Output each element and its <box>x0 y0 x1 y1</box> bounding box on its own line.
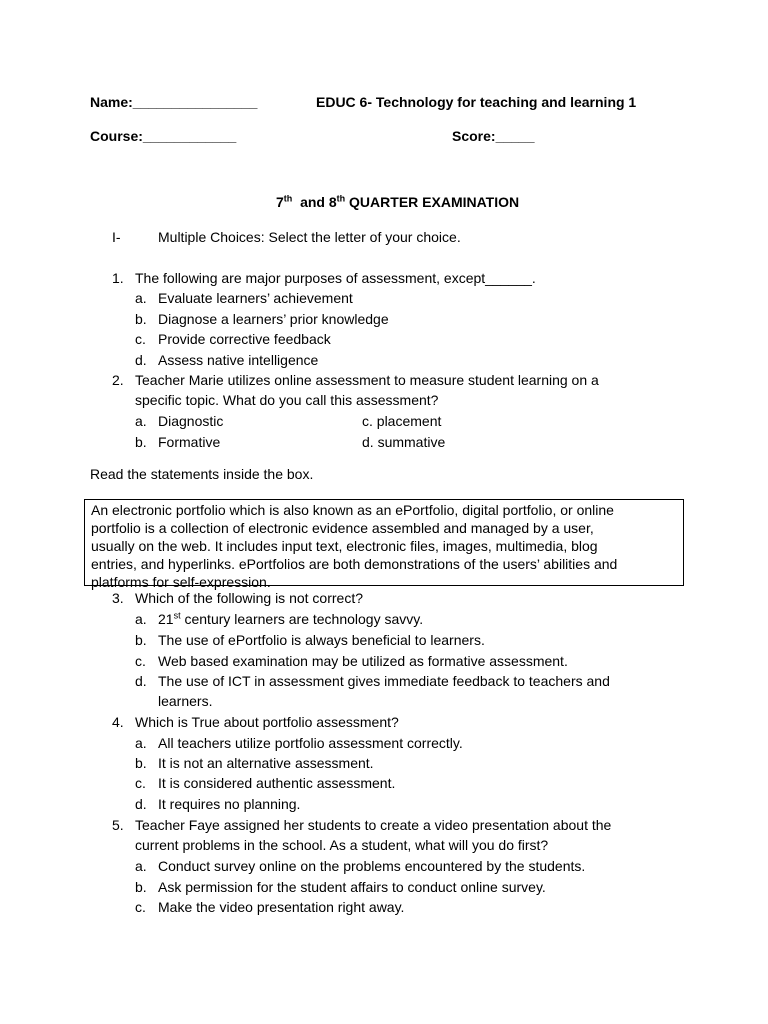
passage-line: portfolio is a collection of electronic evidence assembled and managed by a user, <box>91 520 594 536</box>
exam-title-sup1: th <box>283 193 293 204</box>
exam-title-sup2: th <box>336 193 346 204</box>
option-text: Evaluate learners’ achievement <box>158 290 353 306</box>
section-roman: I- <box>112 229 121 245</box>
question-number: 5. <box>112 817 124 833</box>
option-text: All teachers utilize portfolio assessment correctly. <box>158 735 463 751</box>
question-text-line-2: specific topic. What do you call this assessment? <box>135 392 439 408</box>
option-text-continued: learners. <box>158 693 213 709</box>
option-letter: b. <box>135 311 147 327</box>
exam-title <box>276 194 519 210</box>
option-letter: d. <box>135 673 147 689</box>
option-text: Diagnose a learners’ prior knowledge <box>158 311 389 327</box>
question-number: 4. <box>112 714 124 730</box>
option-text <box>158 609 423 629</box>
option-letter: a. <box>135 735 147 751</box>
passage-box <box>84 499 684 590</box>
course-title: EDUC 6- Technology for teaching and learning 1 <box>316 94 637 110</box>
option-text: Make the video presentation right away. <box>158 899 405 915</box>
option-text: c. placement <box>362 413 442 429</box>
option-text: Web based examination may be utilized as formative assessment. <box>158 653 568 669</box>
course-field-label: Course:____________ <box>90 128 237 144</box>
option-text: It is considered authentic assessment. <box>158 775 396 791</box>
option-text: Formative <box>158 434 221 450</box>
option-letter: c. <box>135 653 146 669</box>
score-field-label: Score:_____ <box>452 128 535 144</box>
passage-line: An electronic portfolio which is also known as an ePortfolio, digital portfolio, or online <box>91 502 614 518</box>
exam-title-n1: 7 <box>276 194 284 210</box>
option-letter: c. <box>135 899 146 915</box>
option-text-rest: century learners are technology savvy. <box>180 611 424 627</box>
option-text: Diagnostic <box>158 413 224 429</box>
option-letter: a. <box>135 413 147 429</box>
option-text: Conduct survey online on the problems encountered by the students. <box>158 858 586 874</box>
option-text: d. summative <box>362 434 446 450</box>
question-text: Which is True about portfolio assessment? <box>135 714 399 730</box>
option-text: The use of ICT in assessment gives immediate feedback to teachers and <box>158 673 610 689</box>
option-letter: a. <box>135 611 147 627</box>
question-text: Which of the following is not correct? <box>135 590 363 606</box>
option-text: Assess native intelligence <box>158 352 319 368</box>
read-instruction: Read the statements inside the box. <box>90 466 314 482</box>
option-text: Provide corrective feedback <box>158 331 331 347</box>
option-text: Ask permission for the student affairs to conduct online survey. <box>158 879 546 895</box>
option-letter: c. <box>135 331 146 347</box>
option-letter: d. <box>135 352 147 368</box>
option-text: It requires no planning. <box>158 796 301 812</box>
option-text: The use of ePortfolio is always beneficial to learners. <box>158 632 485 648</box>
passage-line: platforms for self-expression. <box>91 574 271 590</box>
option-letter: d. <box>135 796 147 812</box>
passage-line: usually on the web. It includes input text, electronic files, images, multimedia, blog <box>91 538 598 554</box>
option-letter: b. <box>135 755 147 771</box>
question-text-line-1: Teacher Faye assigned her students to create a video presentation about the <box>135 817 612 833</box>
question-number: 2. <box>112 372 124 388</box>
option-letter: b. <box>135 632 147 648</box>
option-text-sup: st <box>173 610 181 621</box>
passage-line: entries, and hyperlinks. ePortfolios are both demonstrations of the users’ abilities and <box>91 556 618 572</box>
option-letter: a. <box>135 290 147 306</box>
exam-title-mid: and 8 <box>300 194 337 210</box>
question-number: 3. <box>112 590 124 606</box>
question-number: 1. <box>112 270 124 286</box>
exam-title-rest: QUARTER EXAMINATION <box>349 194 520 210</box>
question-text: The following are major purposes of assessment, except______. <box>135 270 536 286</box>
option-text-number: 21 <box>158 611 174 627</box>
section-instruction: Multiple Choices: Select the letter of your choice. <box>158 229 461 245</box>
option-letter: b. <box>135 434 147 450</box>
name-field-label: Name:________________ <box>90 94 258 110</box>
option-letter: b. <box>135 879 147 895</box>
question-text-line-1: Teacher Marie utilizes online assessment to measure student learning on a <box>135 372 599 388</box>
option-letter: a. <box>135 858 147 874</box>
question-text-line-2: current problems in the school. As a student, what will you do first? <box>135 837 549 853</box>
option-letter: c. <box>135 775 146 791</box>
option-text: It is not an alternative assessment. <box>158 755 374 771</box>
